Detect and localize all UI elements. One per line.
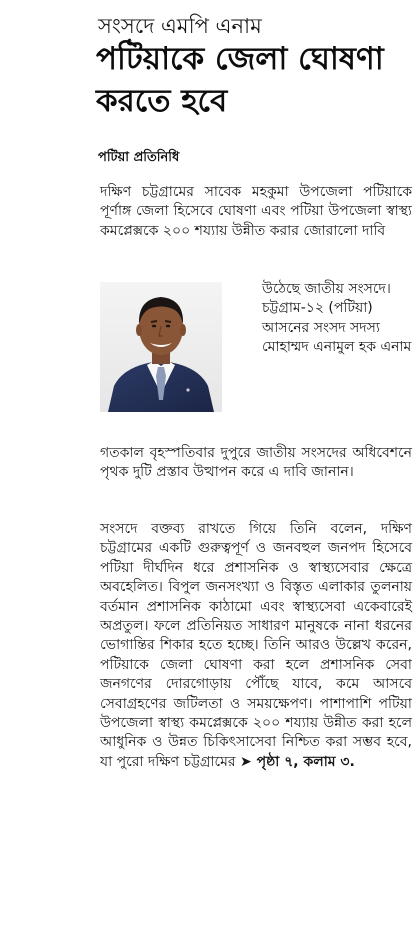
article-paragraph-4 — [100, 520, 412, 772]
kicker-line: সংসদে এমপি এনাম — [98, 14, 262, 38]
byline: পটিয়া প্রতিনিধি — [98, 150, 180, 165]
headline: পটিয়াকে জেলা ঘোষণা করতে হবে — [96, 41, 384, 119]
continuation-reference: ➤ পৃষ্ঠা ৭, কলাম ৩. — [240, 753, 355, 770]
mp-portrait-photo — [100, 282, 222, 412]
article-paragraph-2-beside-photo: উঠেছে জাতীয় সংসদে। চট্টগ্রাম-১২ (পটিয়া) আসনের সংসদ সদস্য মোহাম্মদ এনামুল হক এনাম — [262, 281, 412, 356]
article-paragraph-1: দক্ষিণ চট্টগ্রামের সাবেক মহকুমা উপজেলা পটিয়াকে পূর্ণাঙ্গ জেলা হিসেবে ঘোষণা এবং পটিয়া উপজেলা স্বাস্থ্য কমপ্লেক্সকে ২০০ শয্যায় উন্নীত করার জোরালো দাবি — [100, 184, 412, 239]
portrait-illustration — [100, 282, 222, 412]
article-paragraph-3: গতকাল বৃহস্পতিবার দুপুরে জাতীয় সংসদের অধিবেশনে পৃথক দুটি প্রস্তাব উত্থাপন করে এ দাবি জানান। — [100, 445, 412, 481]
article-paragraph-4-text: সংসদে বক্তব্য রাখতে গিয়ে তিনি বলেন, দক্ষিণ চট্টগ্রামের একটি গুরুত্বপূর্ণ ও জনবহুল জনপদ হিসেবে পটিয়া দীর্ঘদিন ধরে প্রশাসনিক ও স্বাস্থ্যসেবার ক্ষেত্রে অবহেলিত। বিপুল জনসংখ্যা ও বিস্তৃত এলাকার তুলনায় বর্তমান প্রশাসনিক কাঠামো এবং স্বাস্থ্যসেবা একেবারেই অপ্রতুল। ফলে প্রতিনিয়ত সাধারণ মানুষকে নানা ধরনের ভোগান্তির শিকার হতে হচ্ছে। তিনি আরও উল্লেখ করেন, পটিয়াকে জেলা ঘোষণা করা হলে প্রশাসনিক সেবা জনগণের দোরগোড়ায় পৌঁছে যাবে, কমে আসবে সেবাগ্রহণের জটিলতা ও সময়ক্ষেপণ। পাশাপাশি পটিয়া উপজেলা স্বাস্থ্য কমপ্লেক্সকে ২০০ শয্যায় উন্নীত করা হলে আধুনিক ও উন্নত চিকিৎসাসেবা নিশ্চিত করা সম্ভব হবে, যা পুরো দক্ষিণ চট্টগ্রামের — [100, 521, 412, 770]
